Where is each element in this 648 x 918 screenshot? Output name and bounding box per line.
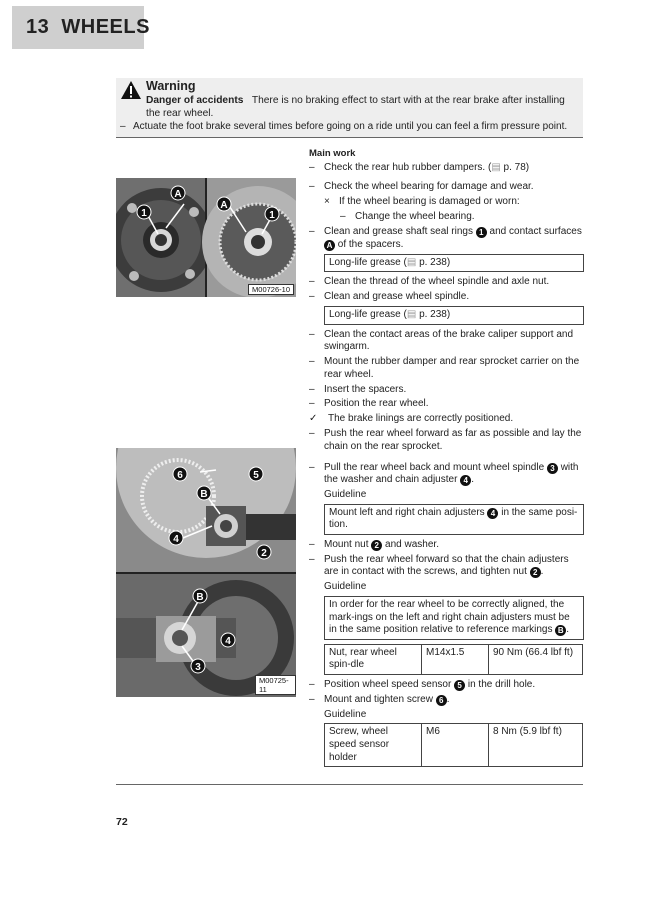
callout-1: 1 <box>476 227 487 238</box>
book-icon: ▤ <box>406 309 417 321</box>
step-clean-thread: – Clean the thread of the wheel spindle and axle nut. <box>309 276 550 288</box>
callout-2: 2 <box>371 540 382 551</box>
guideline-label-1: Guideline <box>324 489 367 501</box>
main-work-column <box>309 148 584 771</box>
torque-screw-name: Screw, wheel speed sensor holder <box>325 724 422 767</box>
alignment-box: In order for the rear wheel to be correctly aligned, the mark-ings on the left and right chain adjusters must be in the same position relative to reference markings B . <box>324 596 584 640</box>
adjusters-box: Mount left and right chain adjusters 4 in the same posi-tion. <box>324 504 584 535</box>
image1-label-A-right: A <box>220 200 228 211</box>
checkmark-icon: ✓ <box>309 413 318 425</box>
chapter-heading: 13 WHEELS <box>26 16 150 38</box>
step-mount-nut: – Mount nut 2 and washer. <box>309 539 439 550</box>
callout-6: 6 <box>436 695 447 706</box>
step-pull-back: – Pull the rear wheel back and mount wheel spindle 3 with the washer and chain adjuster 4 . <box>309 461 579 486</box>
grease-spec-box-1: Long-life grease (▤ p. 238) <box>324 254 584 273</box>
page-number: 72 <box>116 816 128 828</box>
step-push-forward: – Push the rear wheel forward as far as possible and lay the chain on the rear sprocket. <box>309 428 582 452</box>
torque-table-nut <box>324 644 583 675</box>
step-mount-screw: – Mount and tighten screw 6 . <box>309 693 450 705</box>
step-change-bearing: – Change the wheel bearing. <box>340 211 475 223</box>
image2-label-3: 3 <box>195 662 201 673</box>
image1-label-1-left: 1 <box>141 208 147 219</box>
grease-spec-box-2: Long-life grease (▤ p. 238) <box>324 306 584 325</box>
footer-rule <box>116 784 583 785</box>
step-check-bearing: – Check the wheel bearing for damage and wear. <box>309 181 534 193</box>
image2-label-4-bottom: 4 <box>225 636 231 647</box>
warning-step: – Actuate the foot brake several times before going on a ride until you can feel a firm pressure point. <box>120 121 568 132</box>
chapter-tab <box>12 6 150 49</box>
warning-box <box>116 78 583 138</box>
torque-nut-value: 90 Nm (66.4 lbf ft) <box>489 644 583 674</box>
step-clean-grease-seals: – Clean and grease shaft seal rings 1 and contact surfaces A of the spacers. <box>309 226 582 250</box>
step-clean-contact: – Clean the contact areas of the brake caliper support and swingarm. <box>309 328 574 353</box>
figure-wheel-bearing <box>116 178 296 297</box>
callout-5: 5 <box>454 680 465 691</box>
image2-label-B-top: B <box>200 489 208 500</box>
torque-nut-thread: M14x1.5 <box>422 644 489 674</box>
image2-label-4-top: 4 <box>173 534 179 545</box>
condition-icon: × <box>324 196 330 208</box>
step-position-sensor: – Position wheel speed sensor 5 in the drill hole. <box>309 678 536 690</box>
check-linings: ✓ The brake linings are correctly positioned. <box>309 413 514 425</box>
book-icon: ▤ <box>406 256 417 268</box>
image1-label-A-left: A <box>174 189 182 200</box>
guideline-label-3: Guideline <box>324 708 367 720</box>
condition-bearing: × If the wheel bearing is damaged or worn: <box>324 196 520 208</box>
torque-screw-value: 8 Nm (5.9 lbf ft) <box>489 724 583 767</box>
book-icon: ▤ <box>491 161 501 173</box>
step-mount-damper: – Mount the rubber damper and rear sprocket carrier on the rear wheel. <box>309 356 580 380</box>
callout-B: B <box>555 625 566 636</box>
warning-text: Danger of accidents There is no braking effect to start with at the rear brake after installing the rear wheel. <box>146 95 565 119</box>
image1-ref: M00726-10 <box>248 284 294 295</box>
dash-bullet: – <box>120 121 126 132</box>
callout-2: 2 <box>530 567 541 578</box>
step-push-tighten: – Push the rear wheel forward so that the chain adjusters are in contact with the screws, and tighten nut 2 . <box>309 553 569 578</box>
warning-triangle-icon <box>120 80 142 100</box>
image2-label-6: 6 <box>177 470 183 481</box>
wheel-bearing-photo <box>116 178 296 297</box>
image2-label-B-bottom: B <box>196 592 204 603</box>
step-position-wheel: – Position the rear wheel. <box>309 398 429 410</box>
main-work-heading: Main work <box>309 148 356 159</box>
dash-bullet: – <box>309 161 315 173</box>
step-insert-spacers: – Insert the spacers. <box>309 383 407 395</box>
callout-3: 3 <box>547 463 558 474</box>
warning-title: Warning <box>146 79 196 93</box>
callout-A: A <box>324 240 335 251</box>
wheel-spindle-photo <box>116 448 296 697</box>
guideline-label-2: Guideline <box>324 581 367 593</box>
callout-4: 4 <box>460 475 471 486</box>
warning-label: Danger of accidents <box>146 95 244 106</box>
image2-ref: M00725-11 <box>255 675 296 695</box>
image2-label-5: 5 <box>253 470 259 481</box>
torque-nut-name: Nut, rear wheel spin-dle <box>325 644 422 674</box>
image2-label-2: 2 <box>261 548 267 559</box>
torque-table-screw <box>324 723 583 767</box>
figure-wheel-spindle <box>116 448 296 697</box>
callout-4: 4 <box>487 508 498 519</box>
step-clean-spindle: – Clean and grease wheel spindle. <box>309 291 470 303</box>
torque-screw-thread: M6 <box>422 724 489 767</box>
image1-label-1-right: 1 <box>269 210 275 221</box>
step-check-dampers: – Check the rear hub rubber dampers. (▤ p. 78) <box>309 161 530 173</box>
